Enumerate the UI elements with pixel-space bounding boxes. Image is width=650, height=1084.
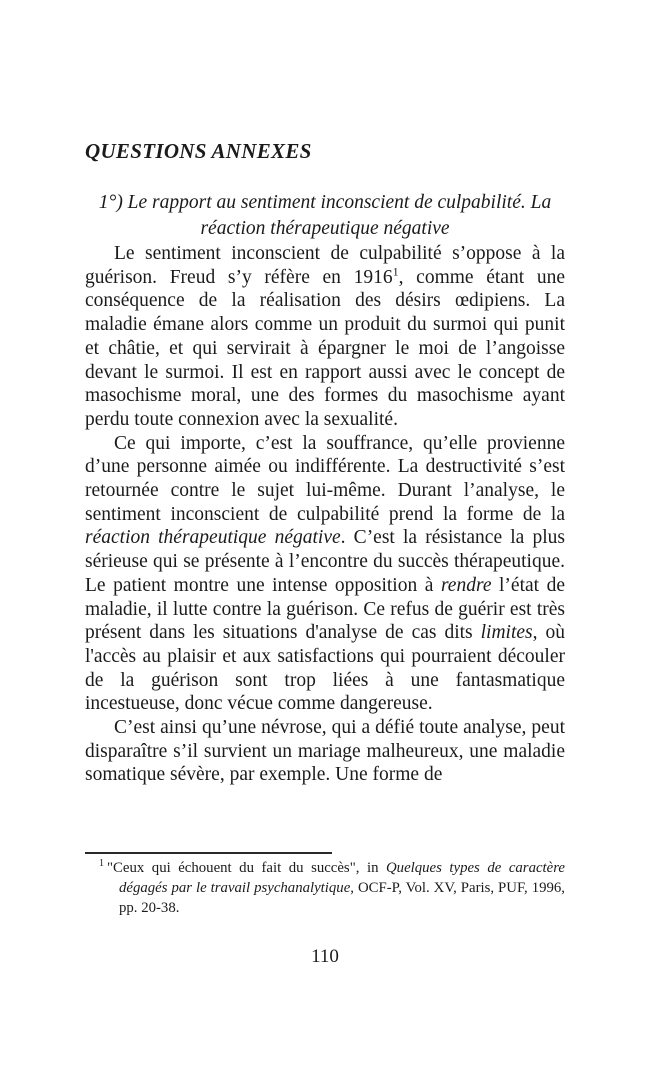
footnote-area [85, 852, 565, 918]
text-run: l’état de maladie, il lutte contre la guérison. Ce refus de guérir est très présent dans les situations d'analyse de cas dits [85, 574, 565, 644]
paragraph [85, 716, 565, 787]
text-run: , OCF-P, Vol. XV, Paris, PUF, 1996, pp. 20-38. [119, 880, 565, 916]
heading-line: 1°) Le rapport au sentiment inconscient de culpabilité. La [98, 192, 552, 213]
page-number: 110 [311, 946, 339, 967]
text-run: Ce qui importe, c’est la souffrance, qu’elle provienne d’une personne aimée ou indifférente. La destructivité s’est retournée contre le sujet lui-même. Durant l’analyse, le sentiment inconscient de culpabilité prend la forme de la [85, 432, 565, 525]
text-run: , où l'accès au plaisir et aux satisfactions qui pourraient découler de la guérison sont trop liées à une fantasmatique incestueuse, donc vécue comme dangereuse. [85, 622, 566, 715]
footnote-text [107, 860, 565, 916]
paragraph [85, 432, 565, 716]
page-content [85, 139, 565, 787]
text-run: . C’est la résistance la plus sérieuse qui se présente à l’encontre du succès thérapeutique. Le patient montre une intense opposition à [85, 527, 565, 596]
footnote-separator [85, 852, 332, 854]
heading-line: réaction thérapeutique négative [200, 217, 450, 239]
footnote-marker: 1 [99, 858, 104, 870]
text-run: Quelques types de caractère dégagés par le travail psychanalytique [119, 860, 565, 896]
body-text [85, 242, 565, 787]
paragraph [85, 242, 565, 432]
text-run: 1 [392, 264, 399, 279]
text-run: rendre [440, 574, 492, 596]
text-run: C’est ainsi qu’une névrose, qui a défié toute analyse, peut disparaître s’il survient un mariage malheureux, une maladie somatique sévère, par exemple. Une forme de [85, 717, 565, 786]
text-run: "Ceux qui échouent du fait du succès", in [107, 860, 386, 876]
text-run: , comme étant une conséquence de la réalisation des désirs œdipiens. La maladie émane alors comme un produit du surmoi qui punit et châtie, et qui servirait à épargner le moi de l’angoisse devant le surmoi. Il est en rapport aussi avec le concept de masochisme moral, une des formes du masochisme ayant perdu toute connexion avec la sexualité. [85, 266, 565, 430]
text-run: réaction thérapeutique négative [85, 527, 341, 549]
text-run: Le sentiment inconscient de culpabilité s’oppose à la guérison. Freud s’y réfère en 1916 [85, 243, 565, 288]
chapter-heading [85, 190, 565, 241]
text-run: limites [480, 622, 533, 644]
footnote [85, 858, 565, 918]
section-title: QUESTIONS ANNEXES [85, 139, 312, 163]
